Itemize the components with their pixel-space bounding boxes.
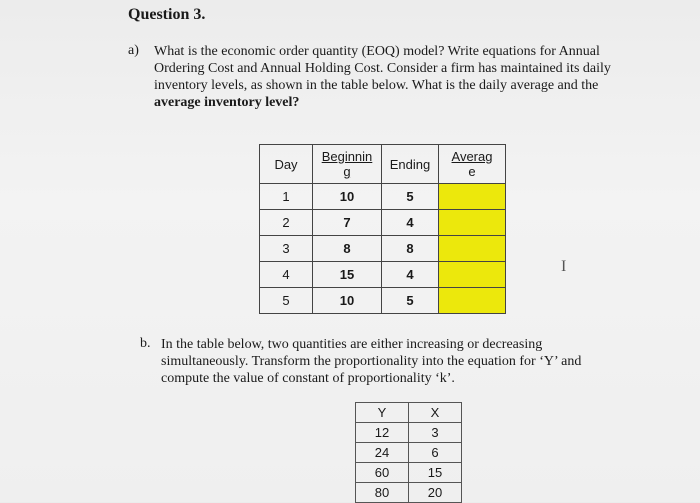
day-cell: 4 bbox=[260, 262, 313, 288]
header-beginning bbox=[313, 145, 382, 184]
day-cell: 3 bbox=[260, 236, 313, 262]
table-row bbox=[356, 443, 462, 463]
header-average-line-1: Averag bbox=[451, 149, 493, 164]
beginning-cell: 7 bbox=[313, 210, 382, 236]
day-cell: 2 bbox=[260, 210, 313, 236]
part-b-marker: b. bbox=[140, 336, 151, 351]
table-row bbox=[260, 210, 506, 236]
table-row bbox=[356, 423, 462, 443]
part-a-line-3: inventory levels, as shown in the table below. What is the daily average and the bbox=[154, 78, 599, 93]
y-cell: 80 bbox=[356, 483, 409, 503]
day-cell: 5 bbox=[260, 288, 313, 314]
part-b-text bbox=[161, 336, 661, 387]
part-a-text bbox=[154, 43, 654, 111]
ending-cell: 4 bbox=[382, 262, 439, 288]
x-cell: 20 bbox=[409, 483, 462, 503]
ending-cell: 8 bbox=[382, 236, 439, 262]
beginning-cell: 10 bbox=[313, 288, 382, 314]
inventory-table-header-row bbox=[260, 145, 506, 184]
x-cell: 3 bbox=[409, 423, 462, 443]
header-average-line-2: e bbox=[468, 164, 476, 179]
header-average bbox=[439, 145, 506, 184]
table-row bbox=[260, 288, 506, 314]
header-beginning-line-1: Beginnin bbox=[321, 149, 373, 164]
question-title: Question 3. bbox=[128, 6, 206, 23]
table-row bbox=[260, 184, 506, 210]
part-a-line-4: average inventory level? bbox=[154, 95, 300, 110]
part-b-line-3: compute the value of constant of proportionality ‘k’. bbox=[161, 371, 455, 386]
average-cell[interactable] bbox=[439, 262, 506, 288]
part-a-line-2: Ordering Cost and Annual Holding Cost. Consider a firm has maintained its daily bbox=[154, 61, 611, 76]
x-cell: 6 bbox=[409, 443, 462, 463]
beginning-cell: 10 bbox=[313, 184, 382, 210]
y-cell: 12 bbox=[356, 423, 409, 443]
part-b-line-2: simultaneously. Transform the proportionality into the equation for ‘Y’ and bbox=[161, 354, 582, 369]
average-cell[interactable] bbox=[439, 288, 506, 314]
average-cell[interactable] bbox=[439, 210, 506, 236]
day-cell: 1 bbox=[260, 184, 313, 210]
part-a-line-1: What is the economic order quantity (EOQ) model? Write equations for Annual bbox=[154, 44, 600, 59]
part-a-marker: a) bbox=[128, 43, 139, 58]
proportionality-header-row bbox=[356, 403, 462, 423]
part-b-line-1: In the table below, two quantities are either increasing or decreasing bbox=[161, 337, 543, 352]
average-cell[interactable] bbox=[439, 236, 506, 262]
table-row bbox=[260, 236, 506, 262]
header-x: X bbox=[409, 403, 462, 423]
table-row bbox=[356, 463, 462, 483]
proportionality-table bbox=[355, 402, 462, 503]
ending-cell: 5 bbox=[382, 184, 439, 210]
ending-cell: 4 bbox=[382, 210, 439, 236]
inventory-table bbox=[259, 144, 506, 314]
x-cell: 15 bbox=[409, 463, 462, 483]
header-beginning-line-2: g bbox=[343, 164, 351, 179]
header-ending: Ending bbox=[382, 145, 439, 184]
average-cell[interactable] bbox=[439, 184, 506, 210]
y-cell: 24 bbox=[356, 443, 409, 463]
y-cell: 60 bbox=[356, 463, 409, 483]
beginning-cell: 15 bbox=[313, 262, 382, 288]
ending-cell: 5 bbox=[382, 288, 439, 314]
beginning-cell: 8 bbox=[313, 236, 382, 262]
text-cursor-icon: I bbox=[561, 258, 567, 275]
table-row bbox=[356, 483, 462, 503]
header-y: Y bbox=[356, 403, 409, 423]
header-day: Day bbox=[260, 145, 313, 184]
table-row bbox=[260, 262, 506, 288]
